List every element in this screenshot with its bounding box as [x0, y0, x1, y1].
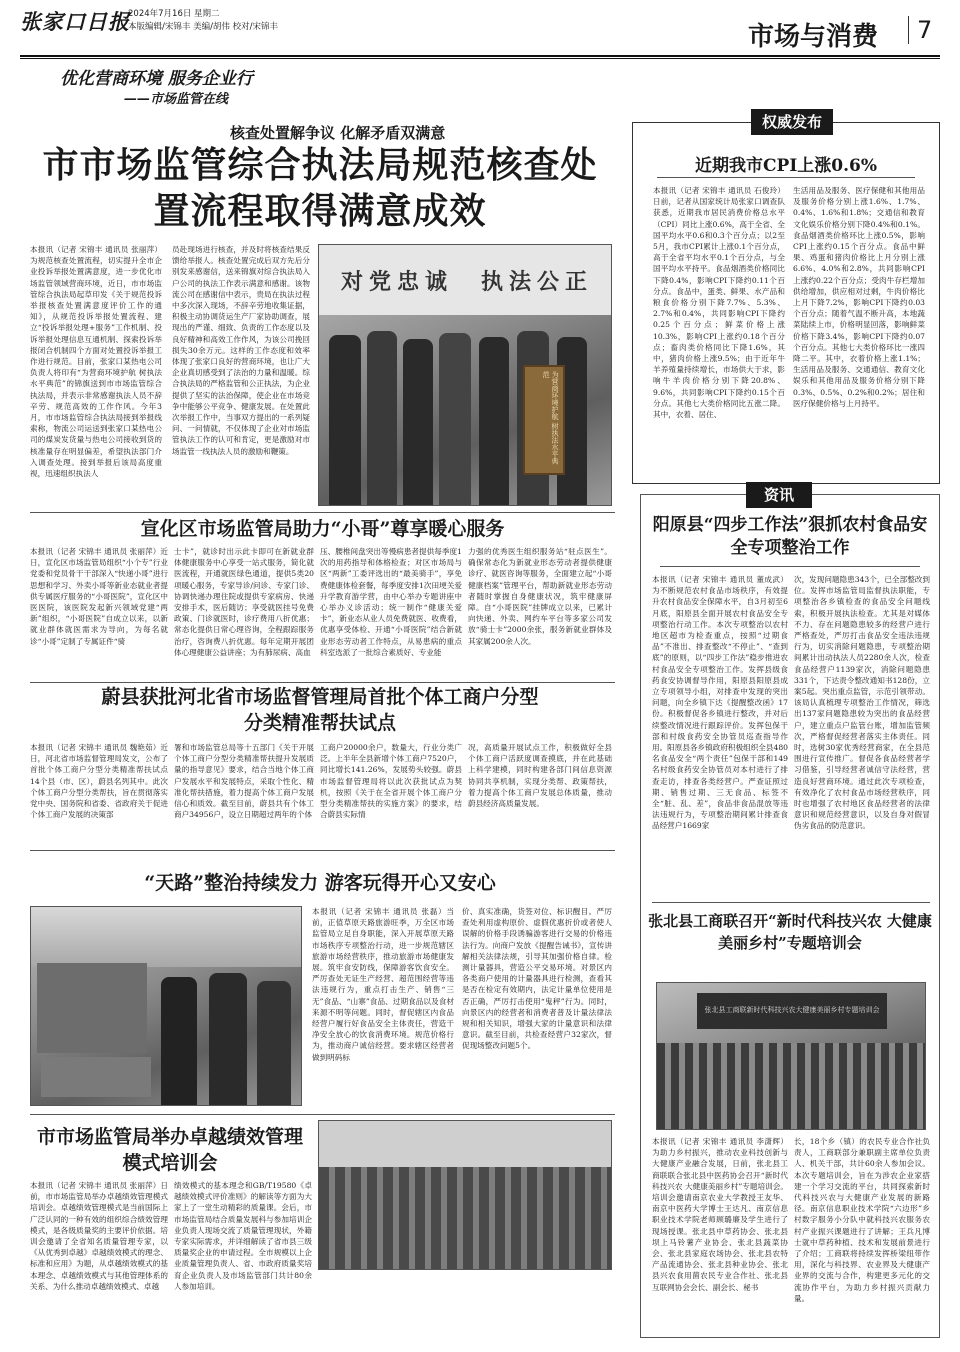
- zhangbei-body-col2: 长，18个乡（镇）的农民专业合作社负责人，工商联部分兼职副主席单位负责人、机关干部，共计60余人参加会议。本次专题培训会，旨在为涉农企业家搭建一个学习交流的平台，共同探索新时代科技兴农与大健康产业发展的新路径。南京信息职业技术学院“六边形”乡村数字服务小分队中就科技兴农服务农村产业振兴课题进行了讲解；王兵凡博士就中草药种植、技术和发展前景进行了介绍；工商联将持续发挥桥梁纽带作用，深化与科技界、农业界及大健康产业界的交流与合作，构建更多元化的交流协作平台，为助力乡村振兴贡献力量。: [794, 1137, 930, 1303]
- xuanhua-body-col2: 士卡”，就诊时出示此卡即可在新就业群体健康服务中心享受一站式服务，简化就医流程，开通就医绿色通道，提供5类20项暖心服务，专家导诊/问诊、专家门诊、协调快递办理住院或提供专家病房、快递安排手术，医后随访；享受就医挂号免费政策、门诊就医时，诊疗费用八折优惠；常态化提供日常心理咨询，全程跟踪服务治疗，咨询费八折优惠。每年定期开展团体心理健康公益讲座；为有肺尿病、高血: [174, 547, 314, 657]
- column-banner: 优化营商环境 服务企业行: [60, 69, 253, 89]
- zhuoyue-headline: 市市场监管局举办卓越绩效管理模式培训会: [36, 1126, 303, 1174]
- cpi-body-col1: 本报讯（记者 宋锦丰 通讯员 石俊玲）日前，记者从国家统计局张家口调查队获悉，近期我市居民消费价格总水平（CPI）同比上涨0.6%，高于全省、全国平均水平0.6和0.3个百分点；以2至5月，我市CPI累计上涨0.1个百分点，高于全省平均水平0.1个百分点，与全国平均水平持平。食品烟酒类价格同比下降0.4%，影响CPI下降约0.11个百分点。食品中，蛋类、鲜果、水产品和粮食价格分别下降7.7%、5.3%、2.7%和0.4%，共同影响CPI下降约0.25个百分点；鲜菜价格上涨10.3%，影响CPI上涨约0.18个百分点；畜肉类价格同比下降1.6%，其中，猪肉价格上涨9.5%；由于近年牛羊养殖量持续增长，市场供大于求，影响牛羊肉价格分别下降20.8%、9.6%，共同影响CPI下降约0.15个百分点。其他七大类价格同比五涨二降。其中，衣着、居住、: [653, 186, 785, 420]
- yuxian-body-col2: 署和市场监管总局等十五部门《关于开展个体工商户分型分类精准帮扶提升发展质量的指导意见》要求，结合当地个体工商户发展水平和发展特点，采取个性化、精准化帮扶措施，着力提高个体工商户发展信心和质效。截至目前，蔚县共有个体工商户34956户，设立日期超过两年的个体: [174, 743, 314, 820]
- masthead-rule: [20, 55, 940, 57]
- photo-sign-text-1: 对党忠诚: [341, 269, 454, 295]
- zhuoyue-body-col2: 绩效模式的基本理念和GB/T19580《卓越绩效模式评价准则》的解读等方面为大家上了一堂生动精彩的质量课。会后，市市场监管局结合质量发展科与参加培训企业负责人现场交流了质量管理现状，外籍专家实际需求，并详细解读了省市县三级质量奖企业的申请过程。全市规模以上企业质量管理负责人、省、市政府质量奖培育企业负责人及市场监管部门共计80余人参加培训。: [174, 1181, 312, 1291]
- newspaper-logo: 张家口日报: [20, 9, 130, 34]
- training-photo: [318, 1120, 612, 1270]
- masthead-meta: [128, 8, 278, 34]
- cpi-body-col2: 生活用品及服务、医疗保健和其他用品及服务价格分别上涨1.6%、1.7%、0.4%、1.6%和1.8%；交通信和教育文化娱乐价格分别下降0.4%和0.1%。食品烟酒类价格环比上涨0.5%，影响CPI上涨约0.15个百分点。食品中鲜果、鸡蛋和猪肉价格比上月分别上涨6.6%、4.0%和2.8%，共同影响CPI上涨约0.22个百分点；受肉牛存栏增加供给增加，供应相对过剩，牛肉价格比上月下降7.2%，影响CPI下降约0.03个百分点；随着气温不断升高，本地蔬菜陆续上市，价格明显回落，影响鲜菜价格下降3.4%，影响CPI下降约0.07个百分点。其他七大类价格环比一涨四降二平。其中，衣着价格上涨1.1%；生活用品及服务、交通通信、教育文化娱乐和其他用品及服务价格分别下降0.3%、0.5%、0.2%和0.2%；居住和医疗保健价格与上月持平。: [793, 186, 925, 408]
- section-title: 市场与消费: [748, 22, 879, 52]
- column-banner-sub: ——市场监管在线: [124, 92, 229, 107]
- yuxian-headline: 蔚县获批河北省市场监督管理局首批个体工商户分型分类精准帮扶试点: [101, 686, 539, 734]
- xuanhua-body-col4: 力强的优秀医生组织服务站“驻点医生”。确保常态化为新就业形态劳动者提供健康诊疗、就医咨询等服务，全面建立起“小哥健康档案”管理平台，帮助新就业形态劳动者随时掌握自身健康状况，筑牢健康屏障。自“小哥医院”挂牌成立以来，已累计向快递、外卖、网约车平台等多家公司发放“骑士卡”2000余张，服务新就业群体及其家属200余人次。: [468, 547, 612, 646]
- yuxian-body-col4: 况，高质量开展试点工作，积极做好全县个体工商户活跃度调查摸底，并在此基础上科学建模，同时构建各部门间信息资源协同共享机制，实现分类帮、政策帮扶，着力提高个体工商户发展总体质量，推动蔚县经济高质量发展。: [468, 743, 612, 809]
- xuanhua-body-col1: 本报讯（记者 宋锦丰 通讯员 张丽萍）近日，宣化区市场监管局组织“小个专”行业党委和党员骨干干部深入“快递小哥”进行思想和学习、外卖小哥等新业态就业者提供专属医疗服务的“小哥医院”，宣化区中医医院，该医院发起新兴领域党建“两新”组织，“小哥医院”自成立以来，以新就业群体就医需求为导向，为每名就诊“小哥”定制了专属证件“骑: [30, 547, 168, 646]
- xuanhua-headline: 宣化区市场监管局助力“小哥”尊享暖心服务: [140, 518, 505, 540]
- photo-sign-text-2: 执法公正: [481, 269, 594, 295]
- issue-date: 2024年7月16日 星期二: [128, 9, 220, 19]
- lead-body-col1: 本报讯（记者 宋锦丰 通讯员 张丽萍）为规范核查处置流程，切实提升全市企业投诉举报处置满意度，进一步优化市场监管领域营商环境，近日，市市场监管综合执法局起草印发《关于规范投诉举报核查处置满意度评价工作的通知》，从规范投诉举报处置流程、建立“投诉举报处理+服务”工作机制、投诉举报处理信息互通机制、探索投诉举报闭合机制四个方面对处置投诉举报工作进行规范。目前，张家口某热电公司负责人将印有“为营商环境护航 树执法水平典范”的锦旗送到市市场监管综合执法局，并表示非常感谢执法人员不辞辛劳、规范高效的工作作风。今年3月，市市场监管综合执法局接到举报线索称，物流公司运送到张家口某热电公司的煤炭发货量与热电公司接收到货的核准量存在明显偏差，希望执法部门介入调查处理。接到举报后该局高度重视，迅速组织执法人: [30, 245, 162, 479]
- masthead-rule-thin: [20, 58, 940, 59]
- tianlu-body-col1: 本报讯（记者 宋锦丰 通讯员 张磊）当前，正值草原天路旅游旺季，万全区市场监管局立足自身职能，深入开展草原天路市场秩序专项整治行动，进一步规范辖区旅游市场经营秩序，推动旅游市场健康发展。筑牢食安防线，保障游客饮食安全。严厉查处无证生产经营、超范围经营等违法违规行为，重点打击生产、销售“三无”食品、“山寨”食品、过期食品以及食材来源不明等问题。同时，督促辖区内食品经营户履行好食品安全主体责任，营造干净安全放心的饮食消费环境。规范价格行为，推动商户诚信经营。要求辖区经营者做到明码标: [312, 907, 454, 1062]
- award-banner: 为营商环境护航 树执法水平典范: [523, 365, 565, 475]
- news-tag: 资讯: [746, 482, 812, 508]
- xuanhua-body-col3: 压、腰椎间盘突出等慢病患者提供每季度1次的用药指导和体格检查；对区市场局与区“两新”工委评选出的“最美骑手”，享免费健康体检套餐，每季度安排1次田埂关爱升学教育游学营，由中心举办专题讲座中心举办义诊活动；统一制作“健康关爱卡”，新业态从业人员免费就医、收费看，优惠享受体检、开通“小哥医院”结合新就业形态劳动者工作特点，从易患病的重点科室选派了一批综合素质好、专业能: [320, 547, 462, 657]
- editors-line: 本版编辑/宋锦丰 美编/胡伟 校对/宋锦丰: [128, 22, 278, 32]
- authority-tag: 权威发布: [751, 109, 833, 135]
- yangyuan-body-col2: 次，发现问题隐患343个，已全部整改到位。发挥市场监管局监督执法职能，专项整治各乡镇检查的食品安全问题线索，积极开展执法检查。尤其是对媒体不力、存在问题隐患较多的经营户进行严格查处，严厉打击食品安全违法违规行为，切实消除问题隐患，专项整治期间累计出动执法人员2280余人次，检查食品经营户1139家次，消除问题隐患331个，下达责令整改通知书128份，立案5起。突出重点监管，示范引领带动。该局认真梳理专项整治工作情况，筛选出137家问题隐患较为突出的食品经营户，建立重点户监管台账，增加监管频次，严格督促经营者落实主体责任。同时，选树30家优秀经营商家，在全县范围进行宣传推广。督促各食品经营者学习借鉴，引导经营者诚信守法经营，营造良好营商环境。通过此次专项检查，有效净化了农村食品市场经营秩序，同时也增强了农村地区食品经营者的法律意识和规范经营意识，以及自身对假冒伪劣食品的防范意识。: [794, 575, 930, 831]
- tianlu-body-col2: 价、真实准确，货签对位、标识醒目。严厉查处利用虚构原价、虚假优惠折价或者使人误解的价格手段诱骗游客进行交易的价格违法行为。向商户发放《提醒告诫书》，宣传讲解相关法律法规，引导其加强价格自律。检测计量器具，营造公平交易环境。对景区内各类商户使用的计量器具进行检测，查看其是否在检定有效期内，法定计量单位使用是否正确，严厉打击使用“鬼秤”行为。同时，向景区内的经营者和消费者普及计量法律法规和相关知识，增强大家的计量意识和法律意识。截至目前，共检查经营户32家次，督促现场整改问题5个。: [462, 907, 612, 1051]
- lead-headline: 市市场监管综合执法局规范核查处置流程取得满意成效: [42, 144, 598, 232]
- yuxian-body-col3: 工商户20000余户，数量大，行业分类广泛。上半年全县新增个体工商户7520户，同比增长141.26%，发展势头较强。蔚县市场监督管理局将以此次获批试点为契机，按照《关于在全省开展个体工商户分型分类精准帮扶的实施方案》的要求，结合蔚县实际情: [320, 743, 462, 820]
- meeting-photo: [656, 982, 926, 1130]
- cpi-box: [632, 113, 940, 484]
- yangyuan-headline: 阳原县“四步工作法”狠抓农村食品安全专项整治工作: [652, 515, 928, 558]
- tianlu-headline: “天路”整治持续发力 游客玩得开心又安心: [144, 872, 496, 894]
- yangyuan-body-col1: 本报讯（记者 宋锦丰 通讯员 董成武）为不断规范农村食品市场秩序，有效提升农村食品安全保障水平，自3月初至6月底，阳原县全面开展农村食品安全专项整治行动工作。本次专项整治以农村地区超市为检查重点，按照“过期食品”不准出、排查整改“不停止”、“查到底”的原则，以“四步工作法”稳步推进农村食品安全专项整治工作。发挥县级食药食安协调督导作用，阳原县阳原县成立专项领导小组，对排查中发现的突出问题，向全乡镇下达《提醒整改函》17份。积极督促各乡镇进行整改，并对后续整改情况进行跟踪评价。发挥包保干部和村级食药安全协管员巡查指导作用。阳原县各乡镇政府积极组织全县480名食品安全“两个责任”包保干部和149名村级食药安全协管员对本村进行了排查走访，排查各类经营户。严查证照过期、销售过期、三无食品、标签不全“脏、乱、差”，食品非食品混放等违法违规行为，专项整治期间累计排查食品经营户1669家: [652, 575, 788, 831]
- meeting-screen: 张北县工商联新时代科技兴农大健康美丽乡村专题培训会: [697, 993, 887, 1029]
- lead-kicker: 核查处置解争议 化解矛盾双满意: [230, 124, 446, 142]
- page-number: 7: [908, 16, 932, 44]
- lead-photo: [318, 244, 612, 506]
- zhuoyue-body-col1: 本报讯（记者 宋锦丰 通讯员 张丽萍）日前，市市场监管局举办卓越绩效管理模式培训会。卓越绩效管理模式是当前国际上广泛认同的一种有效的组织综合绩效管理模式，是各级质量奖的主要评价依据。培训会邀请了全省知名质量管理专家，以《从优秀到卓越》卓越绩效模式的理念、标准和应用》为题，从卓越绩效模式的基本理念、卓越绩效模式与其他管理体系的关系、为什么推动卓越绩效模式、卓越: [30, 1181, 168, 1291]
- zhangbei-headline: 张北县工商联召开“新时代科技兴农 大健康美丽乡村”专题培训会: [648, 912, 932, 952]
- zhangbei-body-col1: 本报讯（记者 宋锦丰 通讯员 李潇辉）为助力乡村振兴，推动农业科技创新与大健康产业融合发展，日前，张北县工商联联合张北县中医药协会召开“新时代科技兴农 大健康美丽乡村”专题培训会。培训会邀请南京农业大学教授王友华、南京中医药大学博士王达凡、南京信息职业技术学院老师顾璐廉及学生进行了现场授课。张北县中草药协会、张北县坝上马铃薯产业协会、张北县蔬菜协会、张北县家庭农场协会、张北县农特产品流通协会、张北县种业协会、张北县兴农食用菌农民专业合作社、张北县互联网协会会长、副会长、秘书: [652, 1137, 788, 1292]
- tianlu-photo: [30, 906, 302, 1106]
- cpi-headline: 近期我市CPI上涨0.6%: [695, 156, 877, 176]
- lead-body-col2: 员赴现场进行核查，并及时将核查结果反馈给举报人。核查处置完成后双方先后分别发来感谢信，送来锦旗对综合执法局入户公司的执法工作表示满意和感谢。该物流公司在感谢信中表示，贵局在执法过程中多次深入现场，不辞辛劳地收集证据，积极主动协调货运生产厂家协助调查，展现出的严谨、细致、负责的工作态度以及良好精神和高效工作作风，为该公司挽回损失30余万元。这样的工作态度和效率体现了张家口良好的营商环境，也让广大企业真切感受到了法治的力量和温暖。综合执法局的严格监管和公正执法，为企业提供了坚实的法治保障，使企业在市场竞争中能够公平竞争、健康发展。在处置此次举报工作中，当事双方提出的一系列疑问、一问情就，不仅体现了企业对市场监管执法工作的认可和肯定，更是激励对市场监管一线执法人员的激励和鞭策。: [172, 245, 310, 456]
- yuxian-body-col1: 本报讯（记者 宋锦丰 通讯员 魏艳茹）近日，河北省市场监督管理局发文，公布了首批个体工商户分型分类精准帮扶试点14个县（市、区），蔚县名列其中。此次个体工商户分型分类帮扶，旨在贯彻落实党中央、国务院和省委、省政府关于促进个体工商户发展的决策部: [30, 743, 168, 820]
